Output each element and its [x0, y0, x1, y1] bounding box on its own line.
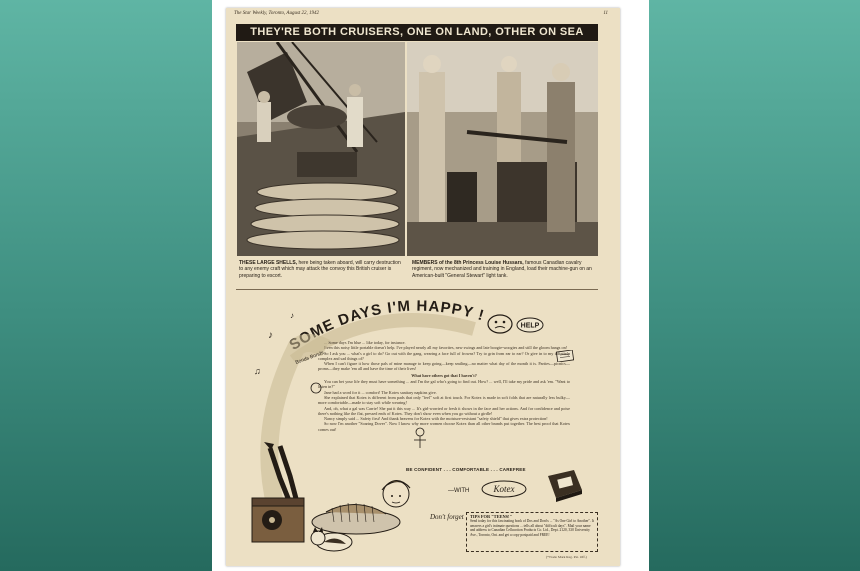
trademark-note: (*Trade Mark Reg. Pat. Off.)	[546, 555, 587, 559]
caption-left	[239, 260, 401, 279]
ad-paragraph: She explained that Kotex is different from pads that only "feel" soft at first touch. For Kotex is made in soft folds that are naturally less bulky—more comfortable—made to stay soft while wearing!	[318, 394, 570, 406]
ad-paragraph: Jane had a word for it ... comfort! The Kotex sanitary napkins give.	[324, 389, 437, 395]
masthead	[234, 11, 610, 21]
music-note-icon: ♪	[268, 330, 273, 341]
ad-tagline: BE CONFIDENT . . . COMFORTABLE . . . CAREFREE	[406, 467, 526, 472]
photo-shells-loading	[237, 42, 405, 256]
ad-paragraph: And, oh, what a gal was Carrie! She put it this way ... It's girl-worried or fresh it shows in the face and her actions. And for confidence and poise there's nothing like the flat, pressed ends of Kotex. They don't show even when you go without a girdle!	[318, 405, 570, 416]
kotex-package-icon	[544, 468, 584, 504]
with-kotex-logo	[446, 479, 542, 499]
ad-illustration	[236, 308, 436, 558]
tips-body: Send today for this fascinating book of Dos and Don'ts ... "As One Girl to Another". It answers a girl's intimate questions ... tells all about "difficult days". Mail your name and address to Canadian Cellucotton Products Co. Ltd., Dept. 2120, 330 University Ave., Toronto, Ont. and get a copy postpaid and FREE!	[470, 519, 594, 537]
ad-paragraph: Nancy simply said ... Safety first! And thank heavens for Kotex with the moisture-resistant "safety shield" that gives extra protection!	[324, 416, 548, 422]
with-label: —WITH	[448, 488, 470, 494]
caption-left-text: here being taken aboard, will carry destruction to any enemy craft which may attack the convoy this British cruiser is preparing to escort.	[239, 260, 401, 279]
ad-paragraph: You can bet your life they must have something ... and I'm the gal who's going to find out. How? ... well, I'll take my pride and ask 'em. "Want to listen in?"	[318, 379, 570, 390]
ad-title-text: SOME DAYS I'M HAPPY !	[286, 297, 487, 354]
section-divider	[236, 289, 598, 290]
brand-name: Kotex	[493, 484, 515, 494]
tips-for-teens-box	[466, 512, 598, 552]
caption-left-lead: THESE LARGE SHELLS,	[239, 260, 298, 266]
music-note-icon: ♫	[254, 366, 261, 376]
tips-heading: TIPS FOR "TEENS!"	[470, 514, 512, 519]
newspaper-page	[226, 8, 620, 566]
ad-subhead: What have others got that I haven't?	[411, 372, 477, 378]
help-face-icon	[486, 313, 546, 335]
ad-paragraph: ... Some days I'm blue ... like today, for instance.	[324, 340, 406, 345]
page-number: 11	[603, 11, 608, 16]
ad-paragraph: So I ask you ... what's a girl to do? Go out with the gang, wearing a face full of frowns? Try to grin from ear to ear? Or give in to my infinitely complex and sad things of?	[318, 350, 570, 361]
dont-forget-script: Don't forget	[430, 513, 464, 521]
masthead-publication: The Star Weekly, Toronto, August 22, 1942	[234, 11, 320, 16]
music-note-icon: ♪	[290, 311, 294, 320]
caption-right-lead: MEMBERS of the 8th Princess Louise Hussars,	[412, 260, 524, 266]
photo-hussars-tank	[407, 42, 598, 256]
ad-paragraph: So now I'm another "Soaring Dover". Now I know why more women choose Kotex than all other brands put together. The best proof that Kotex comes out!	[318, 421, 570, 432]
headline: THEY'RE BOTH CRUISERS, ONE ON LAND, OTHER ON SEA	[236, 24, 598, 41]
help-label: HELP	[520, 322, 540, 330]
ad-paragraph: Even this noisy little portable doesn't help. I've played nearly all my favorites, new swings and late boogie-woogies and still the gloom hangs on!	[324, 345, 568, 351]
caption-right-text: famous Canadian cavalry regiment, now mechanized and training in England, load their machine-gun on an American-built "General Stewart" light tank.	[412, 260, 592, 279]
caption-right	[412, 260, 598, 279]
ad-paragraph: When I can't figure it how those pals of mine manage to keep going—keep smiling—no matter what day of the month it is. Parties—picnics—proms—they make 'em all and have the time of their lives!	[318, 361, 570, 372]
bonds-sign: Bonds Bonds	[294, 350, 325, 366]
